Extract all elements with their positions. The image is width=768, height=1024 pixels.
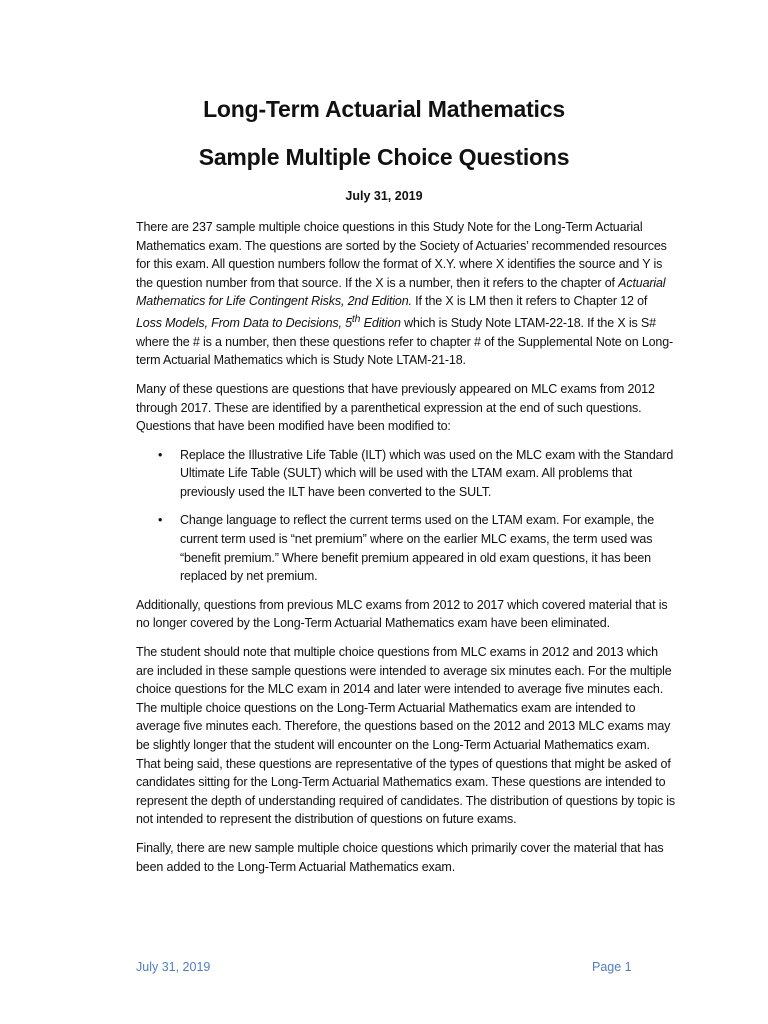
document-subtitle: Sample Multiple Choice Questions bbox=[198, 144, 570, 170]
intro-text-2: If the X is LM then it refers to Chapter 12 of bbox=[411, 294, 648, 309]
superscript-th: th bbox=[351, 313, 361, 325]
list-item-text: Replace the Illustrative Life Table (ILT) which was used on the MLC exam with the Standard Ultimate Life Table (SULT) which will be used with the LTAM exam. All problems that previously used the ILT have been converted to the SULT. bbox=[180, 447, 674, 499]
footer-page-number: Page 1 bbox=[592, 960, 632, 974]
intro-paragraph bbox=[136, 218, 676, 370]
document-date: July 31, 2019 bbox=[345, 189, 423, 203]
book-title-loss-models-a: Loss Models, From Data to Decisions, 5 bbox=[136, 316, 352, 331]
book-title-loss-models bbox=[136, 313, 401, 331]
footer-date: July 31, 2019 bbox=[136, 960, 211, 974]
intro-text-1: There are 237 sample multiple choice questions in this Study Note for the Long-Term Actuarial Mathematics exam. The questions are sorted by the Society of Actuaries’ recommended resources for this exam. All question numbers follow the format of X.Y. where X identifies the source and Y is the question number from that source. If the X is a number, then it refers to the chapter of bbox=[136, 220, 667, 290]
timing-paragraph: The student should note that multiple choice questions from MLC exams in 2012 and 2013 which are included in these sample questions were intended to average six minutes each. For the multiple choice questions for the MLC exam in 2014 and later were intended to average five minutes each. The multiple choice questions on the Long-Term Actuarial Mathematics exam are intended to average five minutes each. Therefore, the questions based on the 2012 and 2013 MLC exams may be slightly longer that the student will encounter on the Long-Term Actuarial Mathematics exam. That being said, these questions are representative of the types of questions that might be asked of candidates sitting for the Long-Term Actuarial Mathematics exam. These questions are intended to represent the depth of understanding required of candidates. The distribution of questions by topic is not intended to represent the distribution of questions on future exams. bbox=[136, 645, 675, 827]
list-item bbox=[136, 446, 676, 502]
document-body bbox=[136, 218, 676, 886]
document-title: Long-Term Actuarial Mathematics bbox=[203, 96, 565, 122]
mlc-history-paragraph: Many of these questions are questions that have previously appeared on MLC exams from 2012 through 2017. These are identified by a parenthetical expression at the end of such questions. Questions that have been modified have been modified to: bbox=[136, 381, 655, 434]
modification-list bbox=[136, 446, 676, 586]
list-item-text: Change language to reflect the current terms used on the LTAM exam. For example, the current term used is “net premium” where on the earlier MLC exams, the term used was “benefit premium.” Where benefit premium appeared in old exam questions, it has been replaced by net premium. bbox=[180, 513, 654, 584]
new-questions-paragraph: Finally, there are new sample multiple choice questions which primarily cover the material that has been added to the Long-Term Actuarial Mathematics exam. bbox=[136, 840, 664, 874]
bullet-marker: • bbox=[158, 513, 163, 528]
eliminated-questions-paragraph: Additionally, questions from previous MLC exams from 2012 to 2017 which covered material that is no longer covered by the Long-Term Actuarial Mathematics exam have been eliminated. bbox=[136, 597, 668, 631]
list-item bbox=[136, 511, 676, 585]
intro-text-3: which is Study Note LTAM-22-18. If the X is S# where the # is a number, then these questions refer to chapter # of the Supplemental Note on Long-term Actuarial Mathematics which is Study Note LTAM-21-18. bbox=[136, 316, 674, 368]
book-title-loss-models-b: Edition bbox=[360, 316, 401, 331]
book-title-amlcr: Actuarial Mathematics for Life Contingent Risks, 2nd Edition. bbox=[136, 275, 666, 309]
bullet-marker: • bbox=[158, 447, 163, 462]
